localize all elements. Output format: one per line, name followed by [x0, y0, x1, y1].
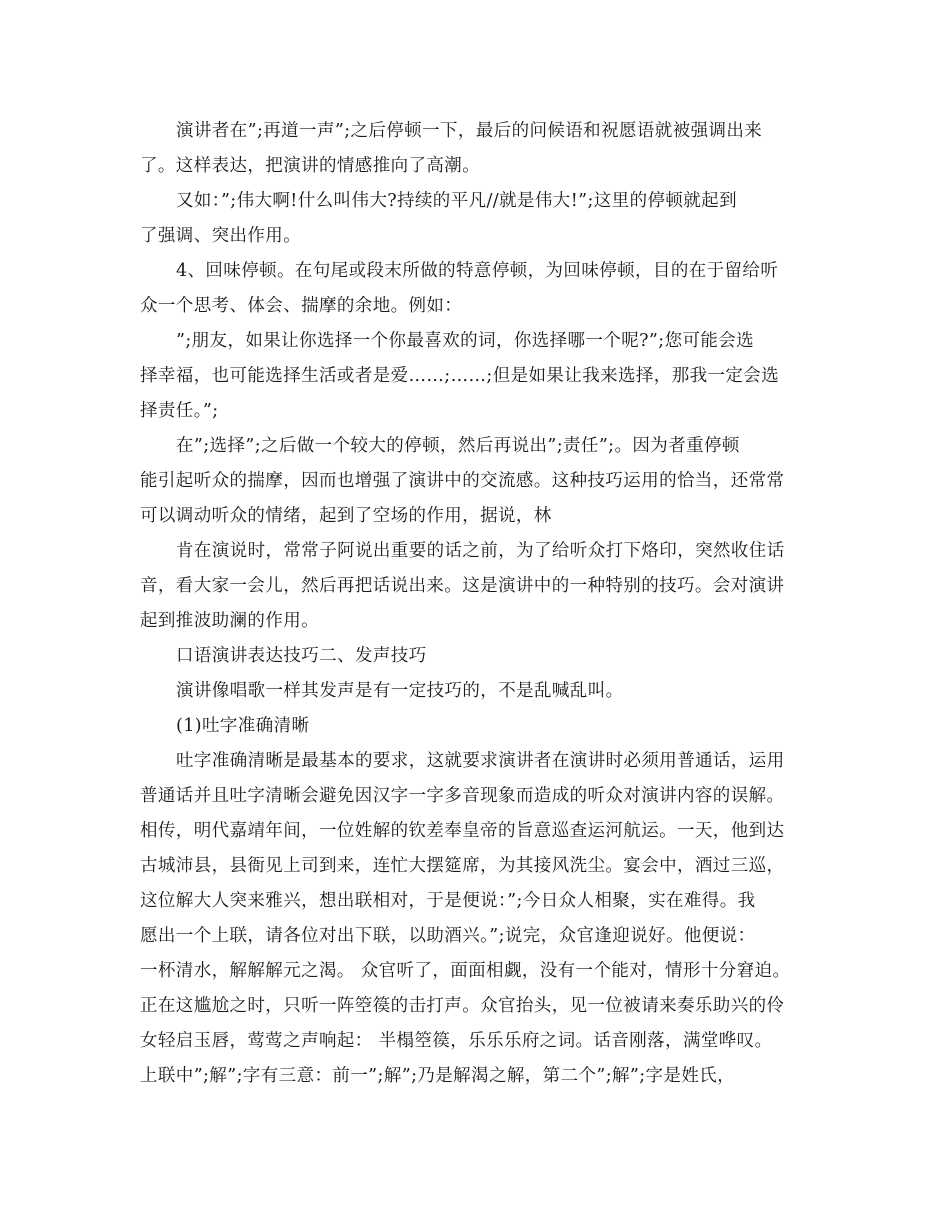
paragraph-line: 又如：”;伟大啊!什么叫伟大?持续的平凡//就是伟大!”;这里的停顿就起到 [176, 191, 737, 211]
paragraph-line: 上联中”;解”;字有三意：前一”;解”;乃是解渴之解，第二个”;解”;字是姓氏， [140, 1066, 736, 1086]
paragraph-line: 肯在演说时，常常子阿说出重要的话之前，为了给听众打下烙印，突然收住话 [176, 541, 785, 561]
paragraph-line: 在”;选择”;之后做一个较大的停顿，然后再说出”;责任”;。因为者重停顿 [176, 436, 740, 456]
paragraph-line: 女轻启玉唇，莺莺之声响起： 半榻箜篌，乐乐乐府之词。话音刚落，满堂哗叹。 [140, 1031, 773, 1051]
paragraph-line: 择幸福，也可能选择生活或者是爱……;……;但是如果让我来选择，那我一定会选 [140, 366, 780, 386]
paragraph-line: 起到推波助澜的作用。 [140, 611, 319, 631]
paragraph-line: 可以调动听众的情绪，起到了空场的作用，据说，林 [140, 506, 552, 526]
paragraph-line: 能引起听众的揣摩，因而也增强了演讲中的交流感。这种技巧运用的恰当，还常常 [140, 471, 785, 491]
paragraph-line: 愿出一个上联，请各位对出下联，以助酒兴。”;说完，众官逢迎说好。他便说： [140, 926, 756, 946]
paragraph-line: 择责任。”; [140, 401, 219, 421]
paragraph-line: 古城沛县，县衙见上司到来，连忙大摆筵席，为其接风洗尘。宴会中，酒过三巡， [140, 856, 785, 876]
section-heading: 口语演讲表达技巧二、发声技巧 [176, 646, 427, 666]
subsection-heading: (1)吐字准确清晰 [176, 716, 310, 736]
paragraph-line: 了。这样表达，把演讲的情感推向了高潮。 [140, 156, 481, 176]
paragraph-line: 相传，明代嘉靖年间，一位姓解的钦差奉皇帝的旨意巡查运河航运。一天，他到达 [140, 821, 785, 841]
paragraph-line: ”;朋友，如果让你选择一个你最喜欢的词，你选择哪一个呢?”;您可能会选 [176, 331, 755, 351]
paragraph-line: 4、回味停顿。在句尾或段末所做的特意停顿，为回味停顿，目的在于留给听 [176, 261, 779, 281]
paragraph-line: 音，看大家一会儿，然后再把话说出来。这是演讲中的一种特别的技巧。会对演讲 [140, 576, 785, 596]
paragraph-line: 普通话并且吐字清晰会避免因汉字一字多音现象而造成的听众对演讲内容的误解。 [140, 786, 785, 806]
paragraph-line: 众一个思考、体会、揣摩的余地。例如： [140, 296, 463, 316]
paragraph-line: 吐字准确清晰是最基本的要求，这就要求演讲者在演讲时必须用普通话，运用 [176, 751, 785, 771]
paragraph-line: 正在这尴尬之时，只听一阵箜篌的击打声。众官抬头，见一位被请来奏乐助兴的伶 [140, 996, 785, 1016]
paragraph-line: 演讲像唱歌一样其发声是有一定技巧的，不是乱喊乱叫。 [176, 681, 624, 701]
paragraph-line: 一杯清水，解解解元之渴。 众官听了，面面相觑，没有一个能对，情形十分窘迫。 [140, 961, 791, 981]
paragraph-line: 了强调、突出作用。 [140, 226, 302, 246]
paragraph-line: 这位解大人突来雅兴，想出联相对，于是便说：”;今日众人相聚，实在难得。我 [140, 891, 756, 911]
paragraph-line: 演讲者在”;再道一声”;之后停顿一下，最后的问候语和祝愿语就被强调出来 [176, 121, 763, 141]
